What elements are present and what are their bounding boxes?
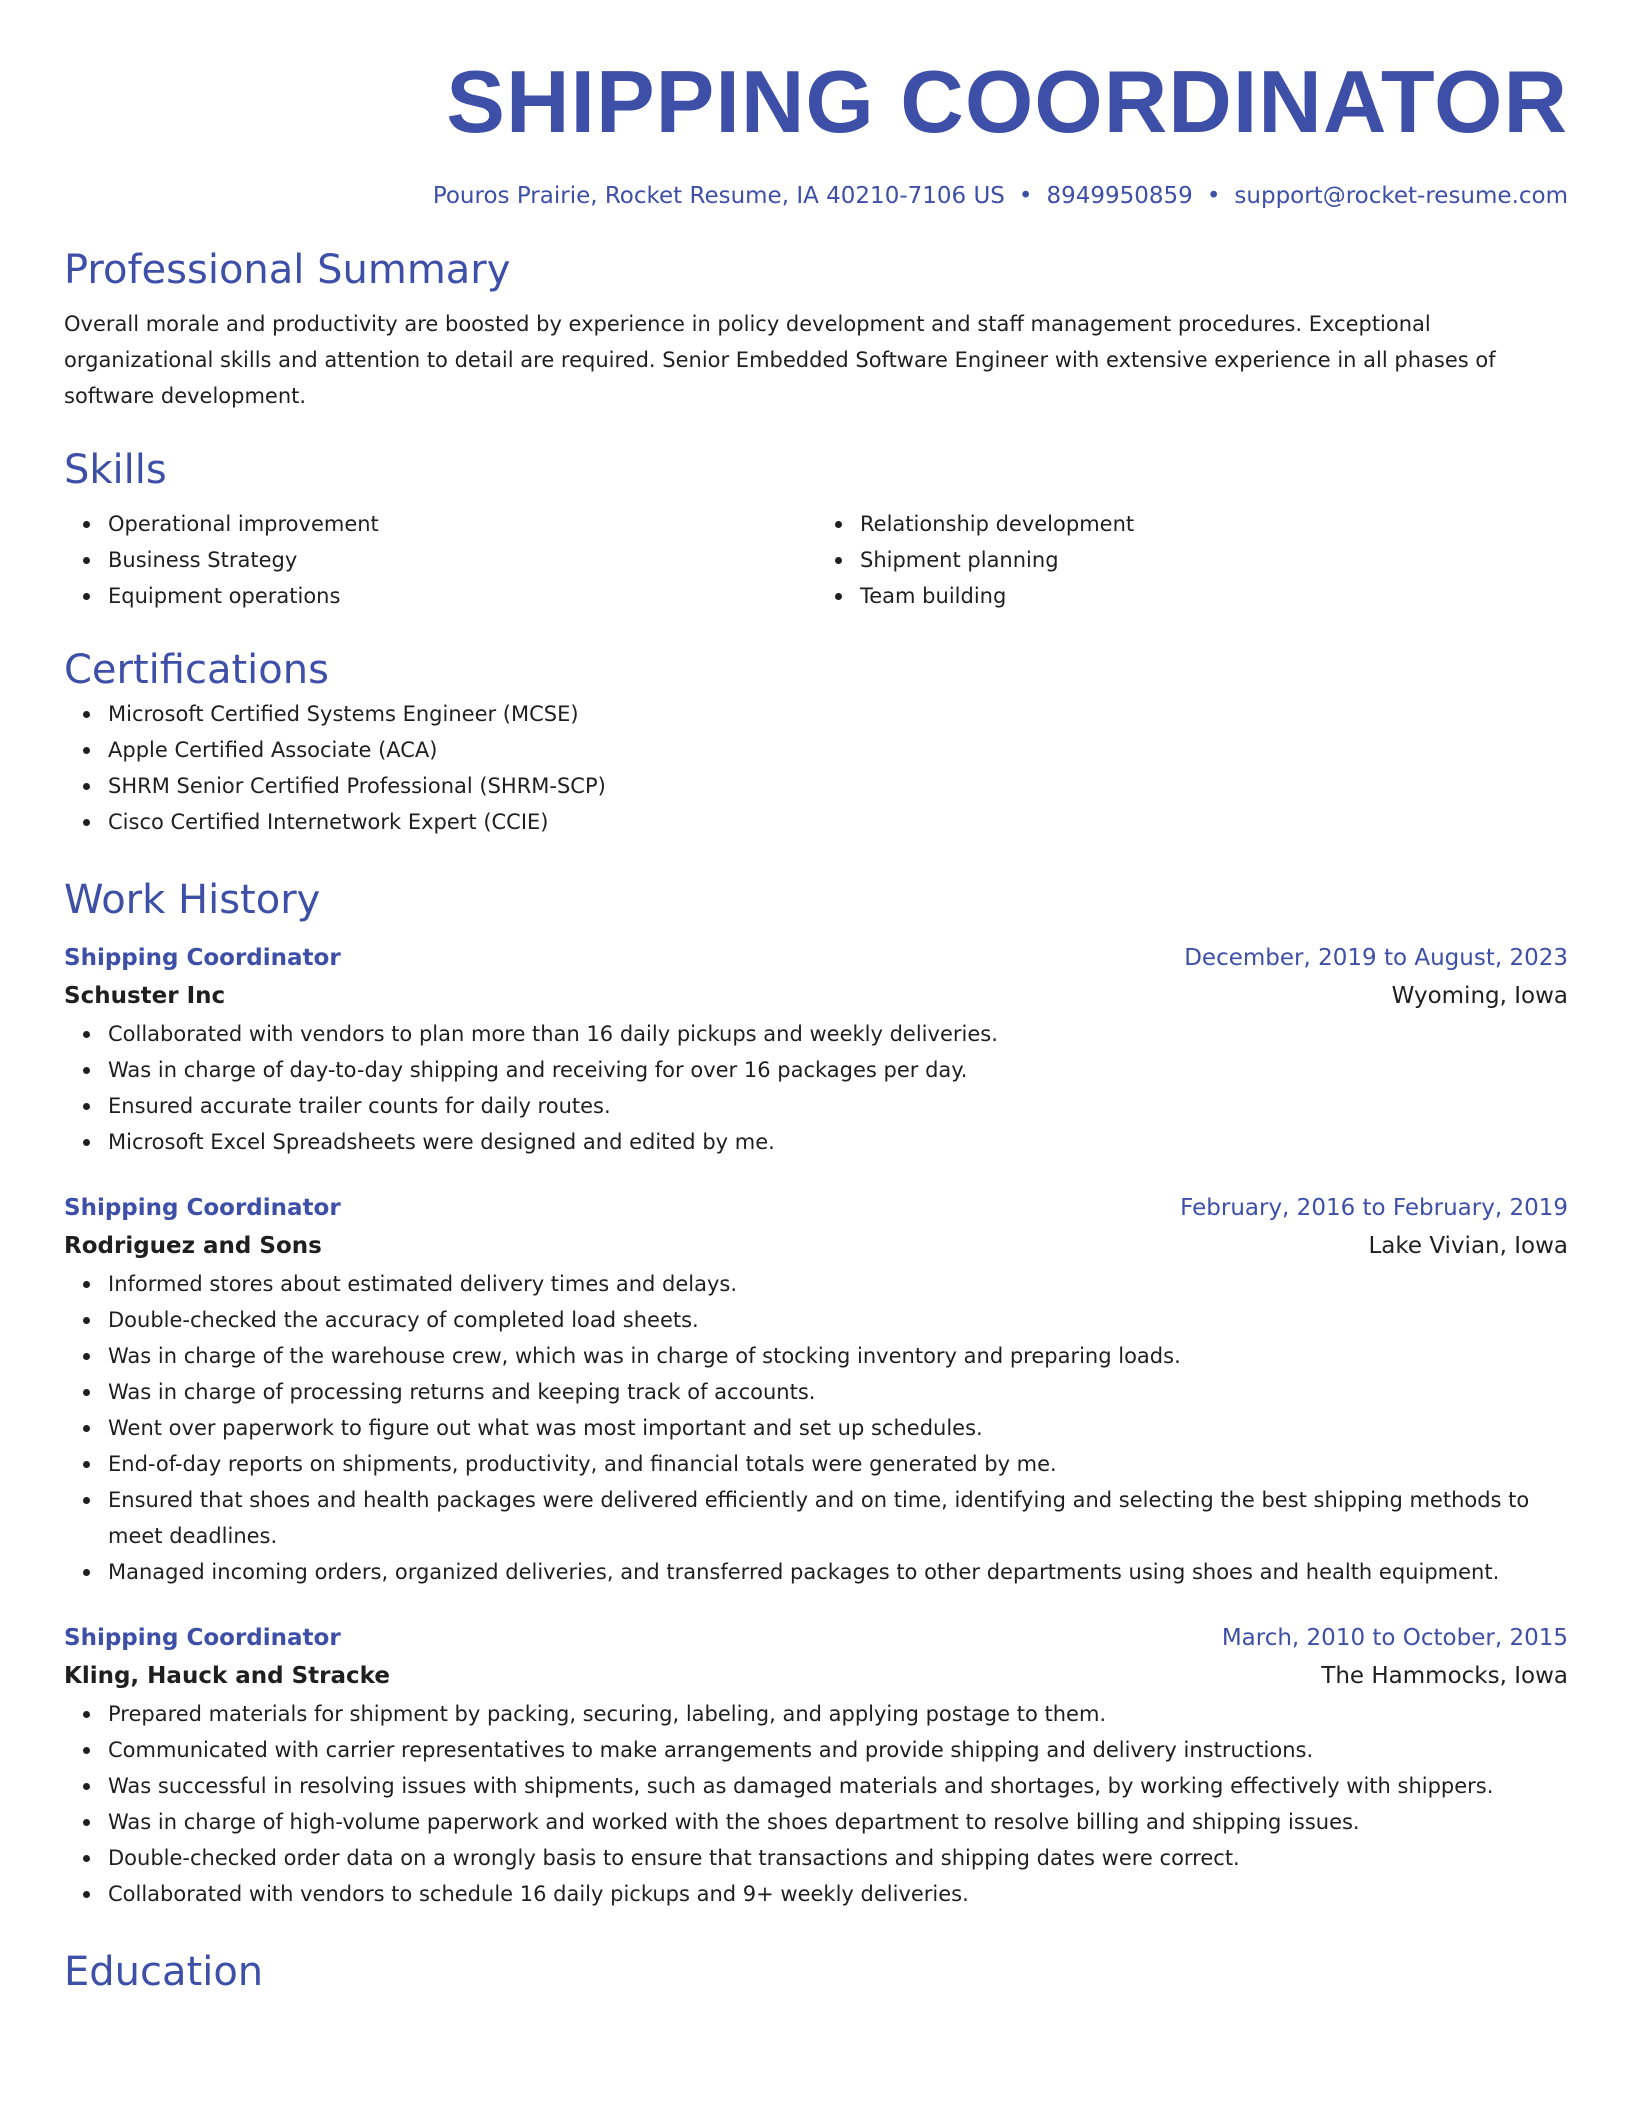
skill-item: Operational improvement [108,506,816,542]
job-company-row [64,976,1568,1016]
job-bullet: Was in charge of processing returns and keeping track of accounts. [108,1374,1568,1410]
job-bullet: Prepared materials for shipment by packing, securing, labeling, and applying postage to them. [108,1696,1568,1732]
job-location: Wyoming, Iowa [1391,983,1568,1009]
resume-header [64,50,1568,212]
section-title-summary: Professional Summary [64,247,511,293]
job-bullet: Collaborated with vendors to plan more than 16 daily pickups and weekly deliveries. [108,1016,1568,1052]
contact-phone[interactable]: 8949950859 [1046,183,1193,209]
certification-item: SHRM Senior Certified Professional (SHRM-SCP) [108,768,1568,804]
job-company-row [64,1226,1568,1266]
certifications-list [64,696,1568,840]
job-title: Shipping Coordinator [64,1195,341,1221]
certification-item: Apple Certified Associate (ACA) [108,732,1568,768]
contact-separator: • [1206,183,1221,209]
job-bullet: Ensured that shoes and health packages were delivered efficiently and on time, identifying and selecting the best shipping methods to meet deadlines. [108,1482,1568,1554]
section-title-skills: Skills [64,447,167,493]
job-bullet: Double-checked the accuracy of completed load sheets. [108,1302,1568,1338]
job-bullet: Microsoft Excel Spreadsheets were designed and edited by me. [108,1124,1568,1160]
job-bullet: Double-checked order data on a wrongly basis to ensure that transactions and shipping dates were correct. [108,1840,1568,1876]
job-bullet: Was in charge of high-volume paperwork and worked with the shoes department to resolve billing and shipping issues. [108,1804,1568,1840]
job-bullets [64,1696,1568,1912]
job-bullets [64,1266,1568,1590]
skill-item: Relationship development [860,506,1568,542]
job-bullet: Went over paperwork to figure out what was most important and set up schedules. [108,1410,1568,1446]
contact-line [64,180,1568,212]
job-header-row [64,1190,1568,1226]
skill-item: Business Strategy [108,542,816,578]
job-bullet: End-of-day reports on shipments, productivity, and financial totals were generated by me. [108,1446,1568,1482]
skill-item: Shipment planning [860,542,1568,578]
job-bullet: Communicated with carrier representatives to make arrangements and provide shipping and delivery instructions. [108,1732,1568,1768]
job-bullet: Was in charge of the warehouse crew, which was in charge of stocking inventory and preparing loads. [108,1338,1568,1374]
job-location: The Hammocks, Iowa [1321,1663,1568,1689]
job-title: Shipping Coordinator [64,945,341,971]
job-bullet: Was successful in resolving issues with shipments, such as damaged materials and shortages, by working effectively with shippers. [108,1768,1568,1804]
job-bullet: Was in charge of day-to-day shipping and receiving for over 16 packages per day. [108,1052,1568,1088]
skill-item: Team building [860,578,1568,614]
contact-separator: • [1018,183,1033,209]
certification-item: Microsoft Certified Systems Engineer (MCSE) [108,696,1568,732]
section-title-certifications: Certifications [64,647,329,693]
skills-list [64,506,1568,614]
job-dates: February, 2016 to February, 2019 [1180,1195,1568,1221]
candidate-name: SHIPPING COORDINATOR [446,52,1568,151]
job-company: Kling, Hauck and Stracke [64,1663,390,1689]
skill-item: Equipment operations [108,578,816,614]
summary-text: Overall morale and productivity are boosted by experience in policy development and staff management procedures. Exceptional organizational skills and attention to detail are required. Senior Embedded Software Engineer with extensive experience in all phases of software development. [64,312,1496,408]
section-title-work-history: Work History [64,877,321,923]
skills-column-left [64,506,816,614]
job-bullet: Informed stores about estimated delivery times and delays. [108,1266,1568,1302]
job-header-row [64,940,1568,976]
job-title: Shipping Coordinator [64,1625,341,1651]
job-entry [64,1190,1568,1590]
certification-item: Cisco Certified Internetwork Expert (CCIE) [108,804,1568,840]
contact-email[interactable]: support@rocket-resume.com [1234,183,1568,209]
job-bullet: Collaborated with vendors to schedule 16 daily pickups and 9+ weekly deliveries. [108,1876,1568,1912]
contact-address: Pouros Prairie, Rocket Resume, IA 40210-7106 US [432,183,1005,209]
job-bullet: Ensured accurate trailer counts for daily routes. [108,1088,1568,1124]
job-entry [64,1620,1568,1912]
job-company-row [64,1656,1568,1696]
job-location: Lake Vivian, Iowa [1368,1233,1568,1259]
job-company: Schuster Inc [64,983,226,1009]
job-dates: March, 2010 to October, 2015 [1221,1625,1568,1651]
job-dates: December, 2019 to August, 2023 [1184,945,1568,971]
job-header-row [64,1620,1568,1656]
section-title-education: Education [64,1949,264,1995]
job-company: Rodriguez and Sons [64,1233,322,1259]
job-bullets [64,1016,1568,1160]
skills-column-right [816,506,1568,614]
job-bullet: Managed incoming orders, organized deliveries, and transferred packages to other departments using shoes and health equipment. [108,1554,1568,1590]
job-entry [64,940,1568,1160]
